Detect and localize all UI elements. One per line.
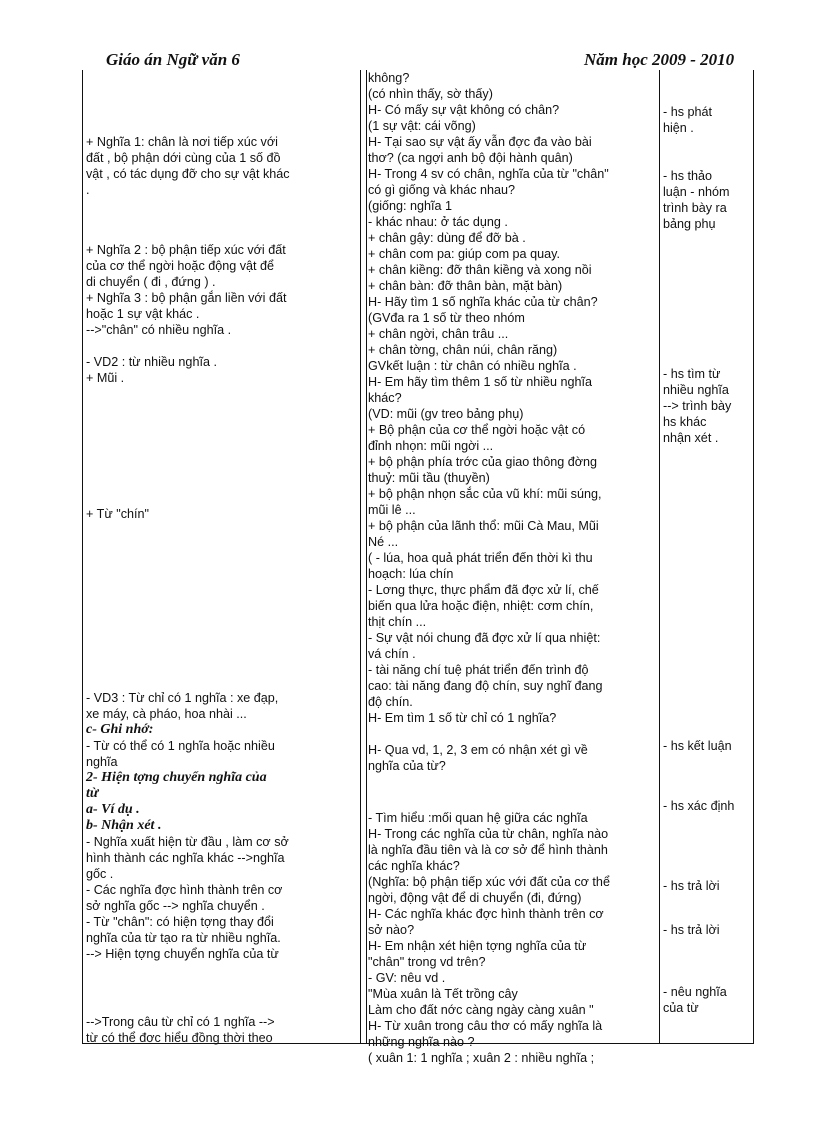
text-line: - hs xác định [663,799,735,813]
text-line: luận - nhóm [663,185,730,199]
table-border-right [753,70,754,1044]
text-line: hiện . [663,121,694,135]
text-line: c- Ghi nhớ: [86,722,154,737]
text-line: - tài năng chí tuệ phát triển đến trình độ [368,663,589,677]
text-line: đỉnh nhọn: mũi ngời ... [368,439,494,453]
text-line: nhiều nghĩa [663,383,729,397]
text-line: H- Có mấy sự vật không có chân? [368,103,560,117]
text-line: + Nghĩa 1: chân là nơi tiếp xúc với [86,135,278,149]
text-line: hình thành các nghĩa khác -->nghĩa [86,851,285,865]
student-activity-column [661,70,751,1044]
text-line: nhận xét . [663,431,719,445]
text-line: xe máy, cà pháo, hoa nhài ... [86,707,247,721]
text-line: nghĩa [86,755,118,769]
text-line: gốc . [86,867,114,881]
text-line: - khác nhau: ở tác dụng . [368,215,508,229]
text-line: + chân tờng, chân núi, chân răng) [368,343,558,357]
text-line: mũi lê ... [368,503,416,517]
teacher-activity-column [364,70,649,1065]
text-line: hs khác [663,415,707,429]
text-line: vật , có tác dụng đỡ cho sự vật khác [86,167,290,181]
text-line: H- Em hãy tìm thêm 1 số từ nhiều nghĩa [368,375,593,389]
text-line: Né ... [368,535,399,549]
text-line: ngời, động vật để di chuyển (đi, đứng) [368,891,582,905]
text-line: a- Ví dụ . [86,802,140,817]
text-line: nghĩa của từ tạo ra từ nhiều nghĩa. [86,931,281,945]
text-line: H- Em nhận xét hiện tợng nghĩa của từ [368,939,587,953]
text-line: độ chín. [368,695,413,709]
text-line: khác? [368,391,402,405]
text-line: + chân gậy: dùng để đỡ bà . [368,231,526,245]
text-line: (có nhìn thấy, sờ thấy) [368,87,493,101]
text-line: của từ [663,1001,699,1015]
text-line: - Từ "chân": có hiện tợng thay đổi [86,915,274,929]
text-line: + bộ phận của lãnh thổ: mũi Cà Mau, Mũi [368,519,599,533]
text-line: thuỷ: mũi tầu (thuyền) [368,471,490,485]
text-line: sở nào? [368,923,415,937]
text-line: - Tìm hiểu :mối quan hệ giữa các nghĩa [368,811,588,825]
text-line: - Các nghĩa đợc hình thành trên cơ [86,883,283,897]
text-line: - Nghĩa xuất hiện từ đầu , làm cơ sở [86,835,289,849]
column-divider [659,70,660,1044]
text-line: (Nghĩa: bộ phận tiếp xúc với đất của cơ thể [368,875,610,889]
text-line: - hs trả lời [663,923,720,937]
text-line: không? [368,71,410,85]
text-line: "chân" trong vd trên? [368,955,486,969]
header-left-title: Giáo án Ngữ văn 6 [106,50,240,69]
text-line: H- Từ xuân trong câu thơ có mấy nghĩa là [368,1019,603,1033]
text-line: H- Qua vd, 1, 2, 3 em có nhận xét gì về [368,743,588,757]
text-line: + Nghĩa 3 : bộ phận gắn liền với đất [86,291,287,305]
text-line: H- Trong 4 sv có chân, nghĩa của từ "chân" [368,167,609,181]
text-line: - nêu nghĩa [663,985,727,999]
text-line: - VD2 : từ nhiều nghĩa . [86,355,217,369]
text-line: "Mùa xuân là Tết trồng cây [368,987,518,1001]
text-line: các nghĩa khác? [368,859,460,873]
text-line: trình bày ra [663,201,727,215]
text-line: của cơ thể ngời hoặc động vật để [86,259,275,273]
text-line: thịt chín ... [368,615,427,629]
text-line: H- Trong các nghĩa của từ chân, nghĩa nào [368,827,609,841]
text-line: - hs phát [663,105,713,119]
text-line: từ [86,786,99,801]
text-line: --> trình bày [663,399,732,413]
text-line: - hs trả lời [663,879,720,893]
text-line: ( - lúa, hoa quả phát triển đến thời kì thu [368,551,593,565]
text-line: . [86,183,90,197]
text-line: + bộ phận nhọn sắc của vũ khí: mũi súng, [368,487,602,501]
text-line: những nghĩa nào ? [368,1035,475,1049]
text-line: H- Tại sao sự vật ấy vẫn đợc đa vào bài [368,135,592,149]
text-line: (VD: mũi (gv treo bảng phụ) [368,407,524,421]
text-line: H- Hãy tìm 1 số nghĩa khác của từ chân? [368,295,598,309]
text-line: + Từ "chín" [86,507,149,521]
text-line: -->Trong câu từ chỉ có 1 nghĩa --> [86,1015,275,1029]
text-line: --> Hiện tợng chuyển nghĩa của từ [86,947,279,961]
header-right-year: Năm học 2009 - 2010 [584,50,735,69]
text-line: thơ? (ca ngợi anh bộ đội hành quân) [368,151,573,165]
text-line: - Lơng thực, thực phẩm đã đợc xử lí, chế [368,583,599,597]
text-line: - GV: nêu vd . [368,971,446,985]
text-line: + Bộ phận của cơ thể ngời hoặc vật có [368,423,586,437]
text-line: + bộ phận phía trớc của giao thông đờng [368,455,598,469]
text-line: bảng phụ [663,217,716,231]
text-line: (1 sự vật: cái võng) [368,119,476,133]
text-line: - VD3 : Từ chỉ có 1 nghĩa : xe đạp, [86,691,279,705]
text-line: + Mũi . [86,371,125,385]
text-line: - Sự vật nói chung đã đợc xử lí qua nhiệt: [368,631,601,645]
text-line: + chân kiềng: đỡ thân kiềng và xong nồi [368,263,592,277]
text-line: nghĩa của từ? [368,759,446,773]
text-line: hoạch: lúa chín [368,567,454,581]
text-line: hoặc 1 sự vật khác . [86,307,200,321]
text-line: biến qua lửa hoặc điện, nhiệt: cơm chín, [368,599,594,613]
text-line: -->"chân" có nhiều nghĩa . [86,323,232,337]
text-line: từ có thể đợc hiểu đồng thời theo [86,1031,273,1045]
text-line: Làm cho đất nớc càng ngày càng xuân " [368,1003,594,1017]
text-line: 2- Hiện tợng chuyển nghĩa của [86,770,267,785]
text-line: + Nghĩa 2 : bộ phận tiếp xúc với đất [86,243,286,257]
text-line: di chuyển ( đi , đứng ) . [86,275,216,289]
content-column [82,70,320,1044]
text-line: - hs tìm từ [663,367,721,381]
text-line: cao: tài năng đang độ chín, suy nghĩ đang [368,679,603,693]
text-line: vá chín . [368,647,416,661]
text-line: + chân com pa: giúp com pa quay. [368,247,560,261]
text-line: đất , bộ phận dới cùng của 1 số đồ [86,151,281,165]
text-line: (giống: nghĩa 1 [368,199,453,213]
text-line: GVkết luận : từ chân có nhiều nghĩa . [368,359,577,373]
text-line: có gì giống và khác nhau? [368,183,516,197]
text-line: - Từ có thể có 1 nghĩa hoặc nhiều [86,739,275,753]
text-line: sở nghĩa gốc --> nghĩa chuyển . [86,899,265,913]
text-line: H- Em tìm 1 số từ chỉ có 1 nghĩa? [368,711,557,725]
text-line: + chân ngời, chân trâu ... [368,327,509,341]
lesson-table [82,70,754,1065]
column-divider [360,70,361,1044]
text-line: là nghĩa đầu tiên và là cơ sở để hình thành [368,843,608,857]
text-line: H- Các nghĩa khác đợc hình thành trên cơ [368,907,604,921]
text-line: - hs kết luận [663,739,732,753]
text-line: (GVđa ra 1 số từ theo nhóm [368,311,525,325]
text-line: ( xuân 1: 1 nghĩa ; xuân 2 : nhiều nghĩa ; [368,1051,595,1065]
text-line: + chân bàn: đỡ thân bàn, mặt bàn) [368,279,563,293]
text-line: - hs thảo [663,169,713,183]
text-line: b- Nhận xét . [86,818,162,833]
